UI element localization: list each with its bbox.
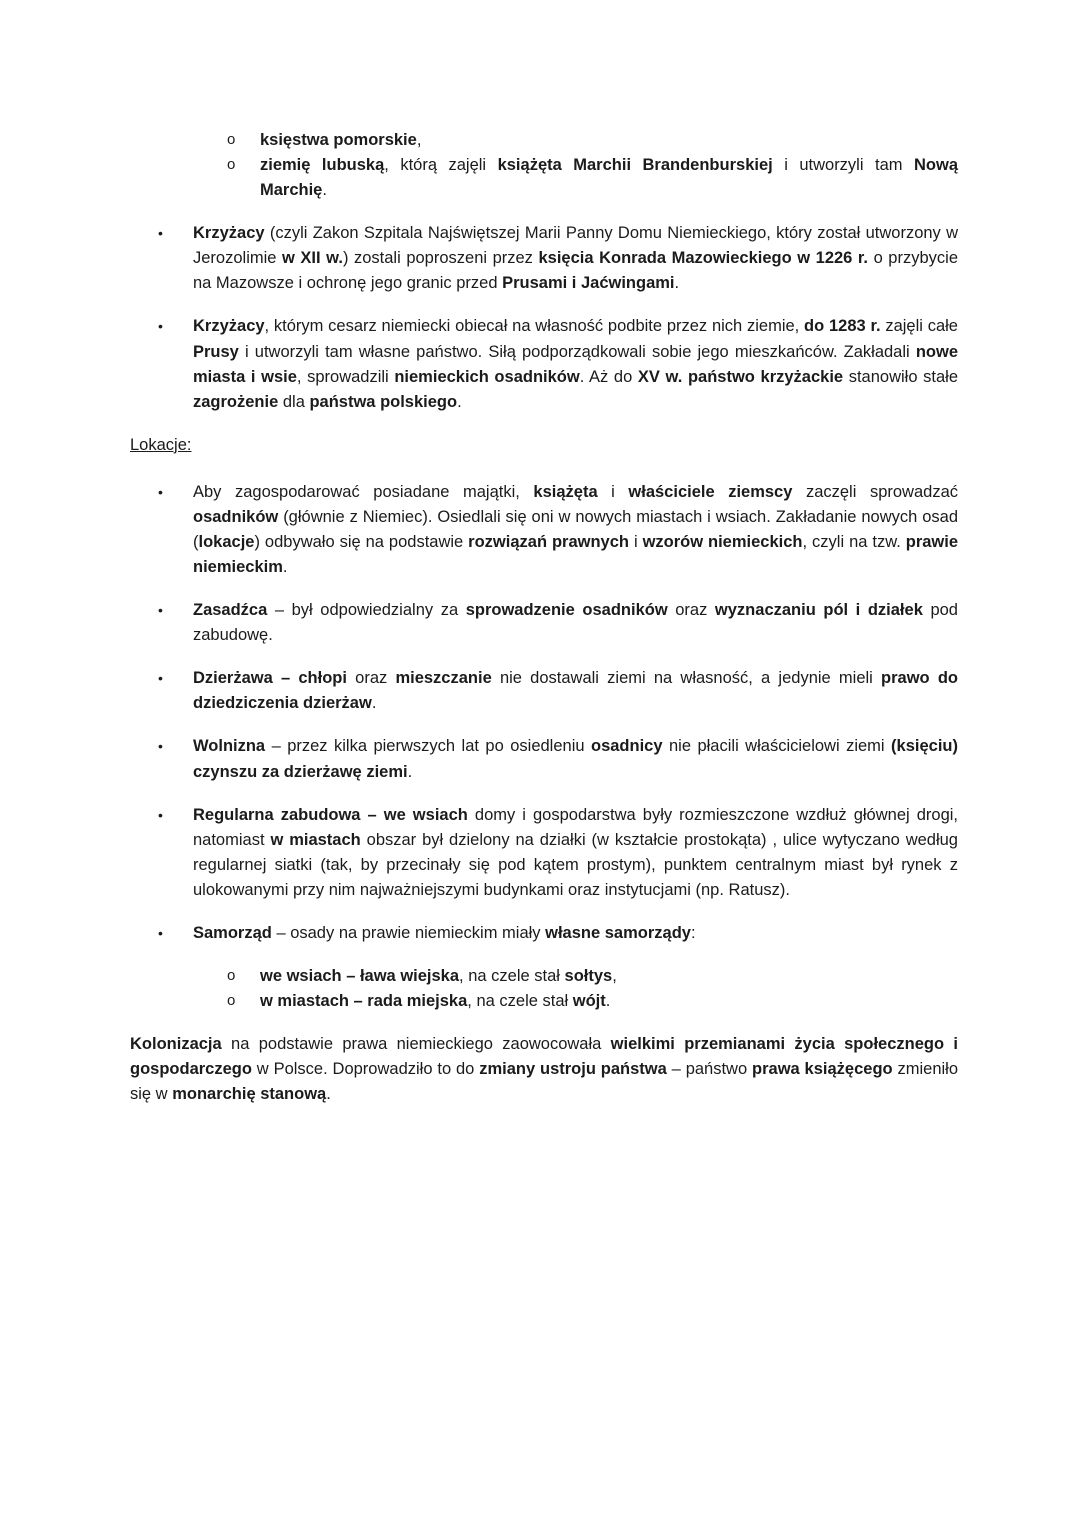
list-item-text: księstwa pomorskie,: [260, 131, 422, 149]
bold-text: do 1283 r.: [804, 317, 881, 336]
bold-text: osadników: [193, 507, 279, 526]
bold-text: ziemię lubuską: [260, 156, 385, 175]
bullet-list-marker: •: [158, 670, 163, 687]
bullet-item: [130, 666, 958, 716]
bullet-item: [130, 734, 958, 784]
list-item-text: we wsiach – ława wiejska, na czele stał sołtys,: [260, 967, 617, 986]
bold-text: wzorów niemieckich: [642, 533, 803, 552]
bold-text: Regularna zabudowa – we wsiach: [193, 805, 468, 824]
circle-list-marker: o: [227, 131, 236, 148]
bold-text: XV w.: [637, 367, 683, 386]
bullet-list-marker: •: [158, 318, 163, 335]
bold-text: prawo do dziedziczenia dzierżaw: [193, 669, 958, 713]
bold-text: Prusy: [193, 342, 239, 361]
bold-text: sprowadzenie osadników: [465, 601, 668, 620]
bold-text: Krzyżacy: [193, 317, 265, 336]
bullet-list-marker: •: [158, 924, 163, 941]
bold-text: własne samorządy: [545, 923, 691, 942]
bold-text: monarchię stanową: [172, 1085, 327, 1104]
list-item-text: Samorząd – osady na prawie niemieckim miały własne samorządy:: [193, 923, 696, 942]
list-item-text: Wolnizna – przez kilka pierwszych lat po osiedleniu osadnicy nie płacili właścicielowi ziemi (księciu) czynszu za dzierżawę ziemi.: [193, 737, 958, 781]
list-item-text: Krzyżacy (czyli Zakon Szpitala Najświętszej Marii Panny Domu Niemieckiego, który został utworzony w Jerozolimie w XII w.) zostali poproszeni przez księcia Konrada Mazowieckiego w 1226 r. o przybycie na Mazowsze i ochronę jego granic przed Prusami i Jaćwingami.: [193, 224, 958, 293]
bullet-list-marker: •: [158, 602, 163, 619]
bold-text: w miastach: [270, 830, 361, 849]
list-item-text: ziemię lubuską, którą zajęli książęta Marchii Brandenburskiej i utworzyli tam Nową Marchię.: [260, 156, 958, 200]
bold-text: książęta Marchii Brandenburskiej: [497, 156, 773, 175]
sub-bullet-item: [130, 964, 958, 989]
bold-text: właściciele ziemscy: [628, 482, 793, 501]
bold-text: zagrożenie: [193, 392, 279, 411]
bold-text: Wolnizna: [193, 737, 266, 756]
section-heading: [130, 433, 958, 458]
paragraph: Kolonizacja na podstawie prawa niemieckiego zaowocowała wielkimi przemianami życia społecznego i gospodarczego w Polsce. Doprowadziło to do zmiany ustroju państwa – państwo prawa książęcego zmieniło się w monarchię stanową.: [130, 1035, 959, 1104]
document-content: [130, 128, 958, 1107]
circle-list-marker: o: [227, 967, 236, 985]
bold-text: Zasadźca: [193, 601, 268, 620]
bullet-item: [130, 921, 958, 946]
bullet-item: [130, 221, 958, 296]
bold-text: prawa książęcego: [752, 1060, 893, 1079]
bold-text: prawie niemieckim: [193, 533, 959, 577]
sub-bullet-item: [130, 153, 958, 203]
bold-text: rozwiązań prawnych: [468, 533, 629, 552]
bold-text: księstwa pomorskie: [260, 131, 417, 149]
circle-list-marker: o: [227, 992, 236, 1010]
bold-text: państwo krzyżackie: [687, 367, 844, 386]
bold-text: mieszczanie: [395, 669, 492, 688]
circle-list-marker: o: [227, 156, 236, 174]
bold-text: wójt: [572, 992, 606, 1011]
bold-text: Krzyżacy: [193, 224, 265, 243]
bullet-item: [130, 598, 958, 648]
list-item-text: w miastach – rada miejska, na czele stał wójt.: [260, 992, 611, 1011]
bullet-list-marker: •: [158, 806, 163, 823]
bullet-item: [130, 803, 958, 903]
bold-text: wielkimi przemianami życia społecznego i gospodarczego: [130, 1035, 958, 1079]
bold-text: księcia Konrada Mazowieckiego w 1226 r.: [538, 249, 869, 268]
bold-text: nowe miasta i wsie: [193, 342, 958, 386]
bold-text: osadnicy: [591, 737, 663, 756]
bold-text: we wsiach – ława wiejska: [260, 967, 460, 986]
bold-text: w miastach – rada miejska: [260, 992, 468, 1011]
list-item-text: Aby zagospodarować posiadane majątki, książęta i właściciele ziemscy zaczęli sprowadzać osadników (głównie z Niemiec). Osiedlali się oni w nowych miastach i wsiach. Zakładanie nowych osad (lokacje) odbywało się na podstawie rozwiązań prawnych i wzorów niemieckich, czyli na tzw. prawie niemieckim.: [193, 482, 959, 577]
bold-text: Nową Marchię: [260, 156, 958, 200]
list-item-text: Regularna zabudowa – we wsiach domy i gospodarstwa były rozmieszczone wzdłuż głównej drogi, natomiast w miastach obszar był dzielony na działki (w kształcie prostokąta) , ulice wytyczano według regularnej siatki (tak, by przecinały się pod kątem prostym), punktem centralnym miast był rynek z ulokowanymi przy nim najważniejszymi budynkami oraz instytucjami (np. Ratusz).: [193, 805, 958, 899]
bold-text: w XII w.: [282, 249, 343, 268]
sub-bullet-item: [130, 128, 958, 153]
bold-text: Samorząd: [193, 923, 272, 942]
bold-text: państwa polskiego: [309, 392, 458, 411]
bold-text: (księciu) czynszu za dzierżawę ziemi: [193, 737, 958, 781]
list-item-text: Krzyżacy, którym cesarz niemiecki obiecał na własność podbite przez nich ziemie, do 1283 r. zajęli całe Prusy i utworzyli tam własne państwo. Siłą podporządkowali sobie jego mieszkańców. Zakładali nowe miasta i wsie, sprowadzili niemieckich osadników. Aż do XV w. państwo krzyżackie stanowiło stałe zagrożenie dla państwa polskiego.: [193, 317, 958, 411]
bold-text: niemieckich osadników: [394, 367, 580, 386]
bullet-item: [130, 480, 958, 580]
bold-text: sołtys: [564, 967, 613, 986]
bullet-item: [130, 314, 958, 414]
list-item-text: Zasadźca – był odpowiedzialny za sprowadzenie osadników oraz wyznaczaniu pól i działek pod zabudowę.: [193, 601, 958, 645]
bold-text: zmiany ustroju państwa: [479, 1060, 667, 1079]
underlined-text: Lokacje:: [130, 435, 192, 454]
bullet-list-marker: •: [158, 483, 163, 500]
bold-text: lokacje: [198, 533, 255, 552]
bold-text: wyznaczaniu pól i działek: [714, 601, 923, 620]
bullet-list-marker: •: [158, 738, 163, 755]
sub-bullet-item: [130, 989, 958, 1014]
bullet-list-marker: •: [158, 225, 163, 242]
bold-text: książęta: [533, 482, 598, 501]
bold-text: Kolonizacja: [130, 1035, 222, 1054]
bold-text: Prusami i Jaćwingami: [502, 274, 675, 293]
bold-text: Dzierżawa – chłopi: [193, 669, 347, 688]
list-item-text: Dzierżawa – chłopi oraz mieszczanie nie dostawali ziemi na własność, a jedynie mieli prawo do dziedziczenia dzierżaw.: [193, 669, 958, 713]
